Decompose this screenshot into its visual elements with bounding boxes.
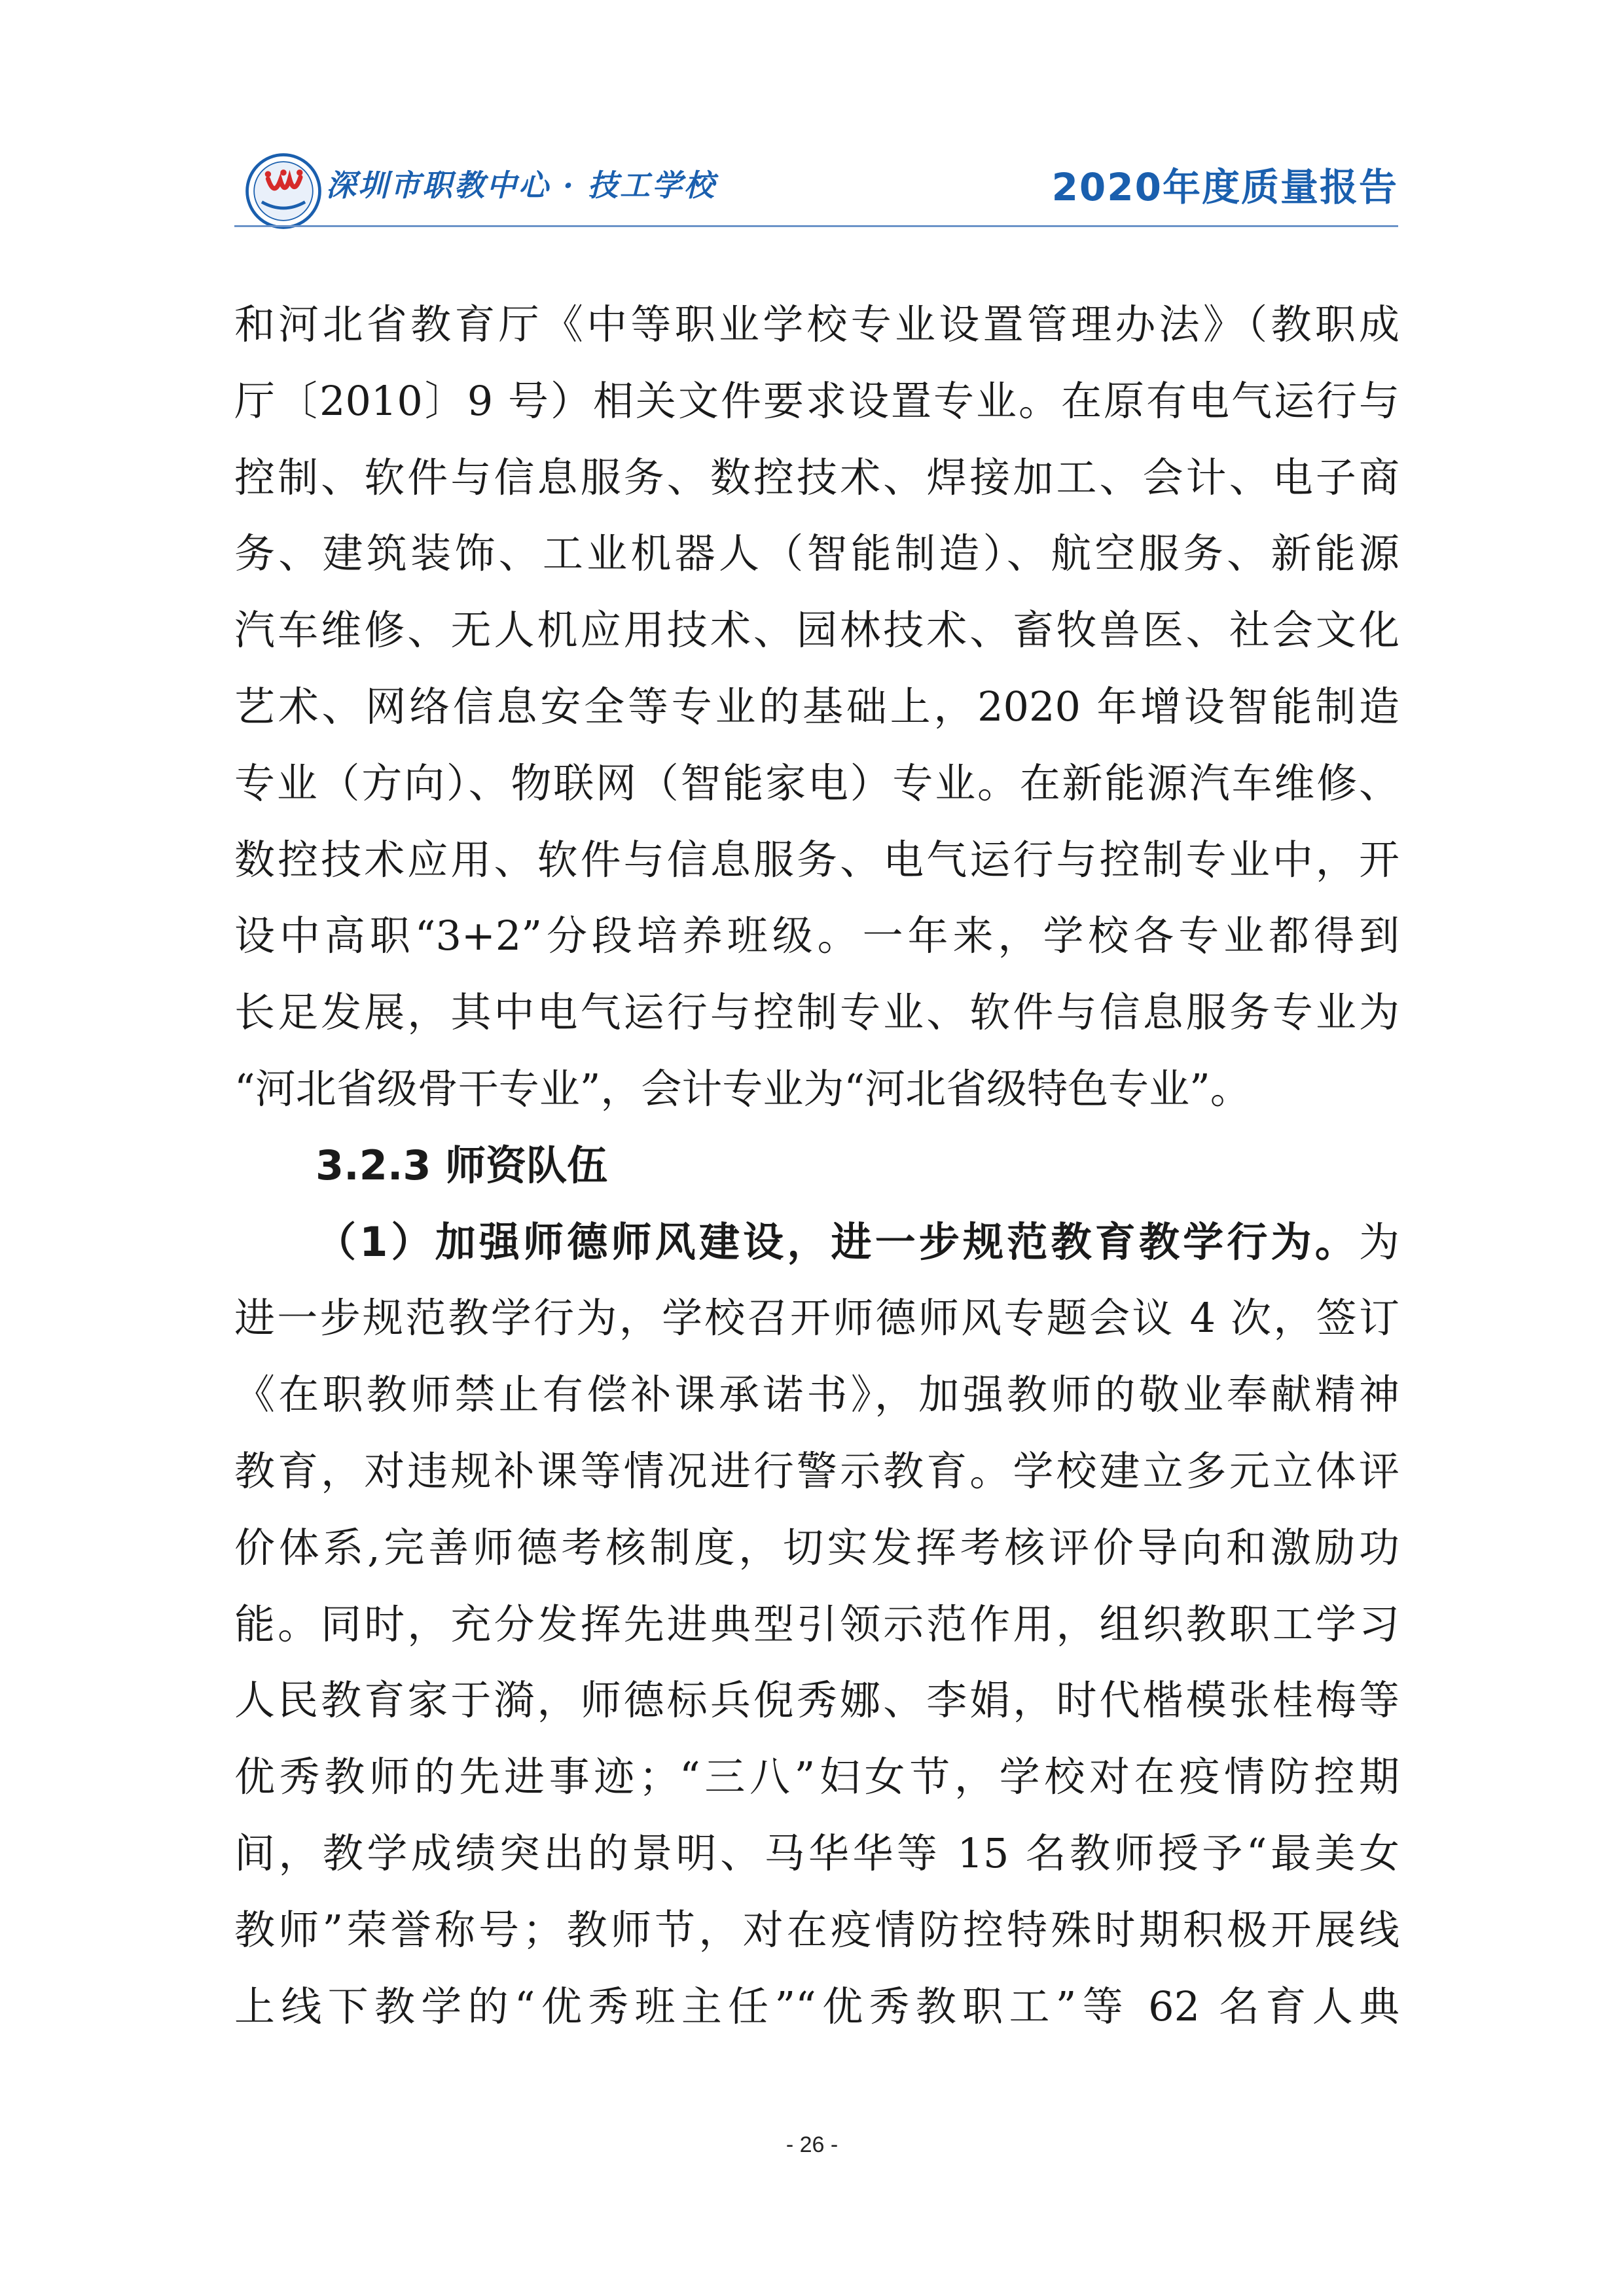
text-line: 专业（方向）、物联网（智能家电）专业。在新能源汽车维修、 [234, 759, 1399, 807]
section-heading: 3.2.3 师资队伍 [316, 1141, 608, 1189]
text-line: 教师”荣誉称号；教师节，对在疫情防控特殊时期积极开展线 [234, 1905, 1399, 1954]
header-divider [234, 225, 1398, 227]
text-line: “河北省级骨干专业”，会计专业为“河北省级特色专业”。 [234, 1064, 1251, 1113]
text-line: 价体系,完善师德考核制度，切实发挥考核评价导向和激励功 [234, 1523, 1399, 1571]
text-line: 务、建筑装饰、工业机器人（智能制造）、航空服务、新能源 [234, 529, 1399, 578]
text-line: 教育，对违规补课等情况进行警示教育。学校建立多元立体评 [234, 1446, 1399, 1495]
school-emblem-icon [245, 152, 322, 230]
text-line: 上线下教学的“优秀班主任”“优秀教职工”等 62 名育人典 [234, 1982, 1399, 2030]
text-line: 能。同时，充分发挥先进典型引领示范作用，组织教职工学习 [234, 1600, 1399, 1648]
text-line: 艺术、网络信息安全等专业的基础上，2020 年增设智能制造 [234, 682, 1399, 730]
text-line: 优秀教师的先进事迹；“三八”妇女节，学校对在疫情防控期 [234, 1753, 1399, 1801]
text-line: 厅〔2010〕9 号）相关文件要求设置专业。在原有电气运行与 [234, 376, 1399, 425]
body-text [234, 287, 1399, 2045]
school-name: 深圳市职教中心 · 技工学校 [326, 168, 717, 203]
bold-lead-text: （1）加强师德师风建设，进一步规范教育教学行为。 [316, 1217, 1359, 1266]
report-title: 2020年度质量报告 [1051, 165, 1398, 209]
text-line: 控制、软件与信息服务、数控技术、焊接加工、会计、电子商 [234, 453, 1399, 501]
page-header [234, 147, 1398, 226]
text-line: 和河北省教育厅《中等职业学校专业设置管理办法》（教职成 [234, 300, 1399, 348]
text-line: 人民教育家于漪，师德标兵倪秀娜、李娟，时代楷模张桂梅等 [234, 1676, 1399, 1725]
text-line: 间，教学成绩突出的景明、马华华等 15 名教师授予“最美女 [234, 1829, 1399, 1877]
text-line: 进一步规范教学行为，学校召开师德师风专题会议 4 次，签订 [234, 1294, 1399, 1342]
text-line: 数控技术应用、软件与信息服务、电气运行与控制专业中，开 [234, 835, 1399, 884]
text-line: 长足发展，其中电气运行与控制专业、软件与信息服务专业为 [234, 988, 1399, 1037]
text-line: 《在职教师禁止有偿补课承诺书》，加强教师的敬业奉献精神 [234, 1371, 1399, 1419]
lead-tail-text: 为 [1358, 1217, 1399, 1266]
text-line: 设中高职“3+2”分段培养班级。一年来，学校各专业都得到 [234, 912, 1399, 960]
paragraph-lead-line [234, 1204, 1399, 1281]
text-line: 汽车维修、无人机应用技术、园林技术、畜牧兽医、社会文化 [234, 606, 1399, 655]
page-number: - 26 - [785, 2132, 839, 2157]
